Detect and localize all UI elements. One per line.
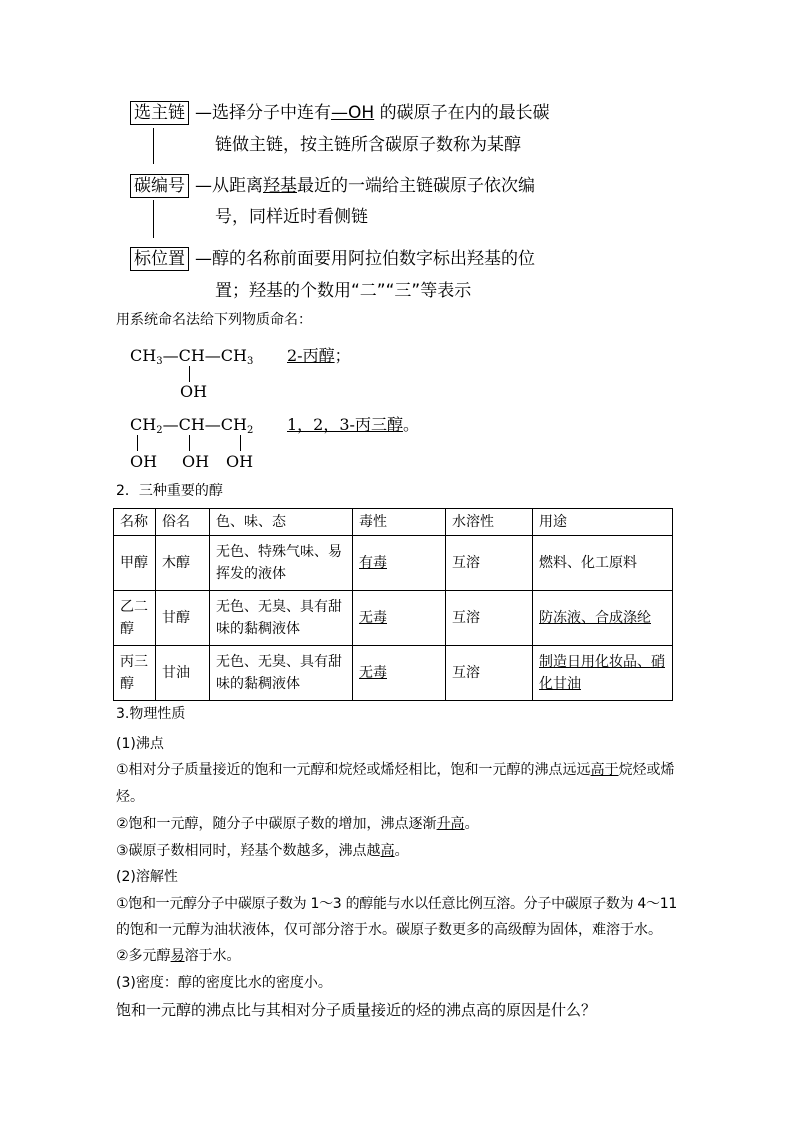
formula-name-answer: 1，2，3-丙三醇 (287, 415, 403, 434)
bp-item-2 (116, 814, 479, 834)
step-connector (153, 128, 154, 164)
formula-bond-vertical (240, 435, 241, 451)
step-text-numbering-line1 (195, 175, 535, 197)
table-cell-desc: 无色、无臭、具有甜味的黏稠液体 (210, 591, 353, 646)
bp-title: (1)沸点 (116, 736, 164, 752)
formula-bond-vertical (189, 366, 190, 382)
step-text-position-line1: —醇的名称前面要用阿拉伯数字标出羟基的位 (195, 249, 535, 269)
table-answer: 无毒 (359, 665, 387, 681)
formula2-oh2: OH (182, 452, 210, 471)
sol-item-1-line2: 的饱和一元醇为油状液体，仅可部分溶于水。碳原子数更多的高级醇为固体，难溶于水。 (116, 922, 662, 938)
text-part: 。 (464, 816, 479, 832)
formula1-main-chain (130, 346, 253, 372)
formula-end-punct: 。 (402, 415, 419, 434)
text-underlined: 升高 (436, 816, 465, 832)
table-header-cell: 水溶性 (446, 509, 533, 536)
step-label-numbering: 碳编号 (130, 174, 189, 198)
table-header-cell: 毒性 (353, 509, 446, 536)
formula-atom: —CH— (162, 415, 221, 434)
bp-item-1-line2: 烃。 (116, 789, 144, 805)
text-part: ②多元醇 (116, 948, 171, 964)
table-answer: 防冻液、合成涤纶 (539, 610, 651, 626)
formula-atom: CH (220, 346, 247, 365)
formula1-oh: OH (180, 382, 208, 401)
step-text-numbering-line2: 号，同样近时看侧链 (215, 207, 368, 227)
formula-subscript: 2 (246, 425, 254, 436)
step-text-part: 的碳原子在内的最长碳 (379, 103, 550, 123)
table-header-cell: 色、味、态 (210, 509, 353, 536)
formula-subscript: 3 (246, 356, 254, 367)
formula-subscript: 3 (156, 356, 163, 367)
table-cell-sol: 互溶 (446, 646, 533, 701)
text-underlined: 高于 (590, 762, 619, 778)
table-cell-sol: 互溶 (446, 591, 533, 646)
table-cell-use (533, 646, 673, 701)
step-connector (153, 200, 154, 238)
table-header-cell: 用途 (533, 509, 673, 536)
table-row (114, 591, 673, 646)
table-answer: 制造日用化妆品、硝化甘油 (539, 654, 665, 692)
table-cell-toxic (353, 536, 446, 591)
table-cell-name: 乙二醇 (114, 591, 156, 646)
table-cell-toxic (353, 646, 446, 701)
alcohols-table (113, 508, 673, 701)
text-part: ①相对分子质量接近的饱和一元醇和烷烃或烯烃相比，饱和一元醇的沸点远远 (116, 762, 591, 778)
text-underlined: 高 (380, 843, 395, 859)
step-text-main-chain-line2: 链做主链，按主链所含碳原子数称为某醇 (215, 135, 521, 155)
formula-name-answer: 2-丙醇 (287, 346, 335, 365)
formula-end-punct: ； (334, 346, 351, 365)
formula-atom: CH (130, 346, 157, 365)
table-cell-alias: 甘油 (156, 646, 210, 701)
sol-title: (2)溶解性 (116, 869, 178, 885)
formula-subscript: 2 (156, 425, 163, 436)
sol-item-2 (116, 946, 241, 966)
formula-atom: CH (220, 415, 247, 434)
table-cell-desc: 无色、无臭、具有甜味的黏稠液体 (210, 646, 353, 701)
formula-bond-vertical (189, 435, 190, 451)
step-text-part: —从距离 (195, 176, 263, 196)
text-underlined: 易 (170, 948, 185, 964)
table-row (114, 536, 673, 591)
step-text-part: 最近的一端给主链碳原子依次编 (297, 176, 535, 196)
table-header-cell: 俗名 (156, 509, 210, 536)
sol-item-1: ①饱和一元醇分子中碳原子数为 1～3 的醇能与水以任意比例互溶。分子中碳原子数为 4～11 (116, 896, 677, 912)
formula-atom: —CH— (162, 346, 221, 365)
formula-atom: CH (130, 415, 157, 434)
formula1-name (287, 346, 351, 366)
formula-bond-vertical (137, 435, 138, 451)
step-label-main-chain: 选主链 (130, 101, 189, 125)
section3-title: 3.物理性质 (116, 706, 186, 722)
section2-title: 2．三种重要的醇 (116, 483, 223, 499)
step-text-underlined: —OH (331, 103, 375, 123)
bp-item-3 (116, 841, 409, 861)
table-cell-alias: 甘醇 (156, 591, 210, 646)
text-part: ②饱和一元醇，随分子中碳原子数的增加，沸点逐渐 (116, 816, 437, 832)
text-part: 烷烃或烯 (618, 762, 675, 778)
table-cell-use: 燃料、化工原料 (533, 536, 673, 591)
step-text-position-line2: 置；羟基的个数用“二”“三”等表示 (215, 281, 472, 301)
formula2-oh3: OH (226, 452, 254, 471)
table-cell-name: 丙三醇 (114, 646, 156, 701)
table-cell-alias: 木醇 (156, 536, 210, 591)
step-text-underlined: 羟基 (263, 176, 297, 196)
step-text-part: —选择分子中连有 (195, 103, 331, 123)
text-part: 溶于水。 (184, 948, 241, 964)
table-cell-use (533, 591, 673, 646)
text-part: 。 (394, 843, 409, 859)
table-cell-sol: 互溶 (446, 536, 533, 591)
question: 饱和一元醇的沸点比与其相对分子质量接近的烃的沸点高的原因是什么？ (116, 1001, 597, 1019)
step-text-main-chain-line1 (195, 102, 550, 124)
table-cell-toxic (353, 591, 446, 646)
formula2-oh1: OH (130, 452, 158, 471)
density: (3)密度：醇的密度比水的密度小。 (116, 975, 332, 991)
table-header-row (114, 509, 673, 536)
formula2-main-chain (130, 415, 253, 441)
table-answer: 有毒 (359, 555, 387, 571)
table-row (114, 646, 673, 701)
bp-item-1 (116, 760, 675, 780)
table-cell-name: 甲醇 (114, 536, 156, 591)
table-cell-desc: 无色、特殊气味、易挥发的液体 (210, 536, 353, 591)
table-answer: 无毒 (359, 610, 387, 626)
text-part: ③碳原子数相同时，羟基个数越多，沸点越 (116, 843, 381, 859)
table-header-cell: 名称 (114, 509, 156, 536)
naming-intro: 用系统命名法给下列物质命名： (116, 312, 312, 328)
step-label-position: 标位置 (130, 247, 189, 271)
formula2-name (287, 415, 419, 435)
